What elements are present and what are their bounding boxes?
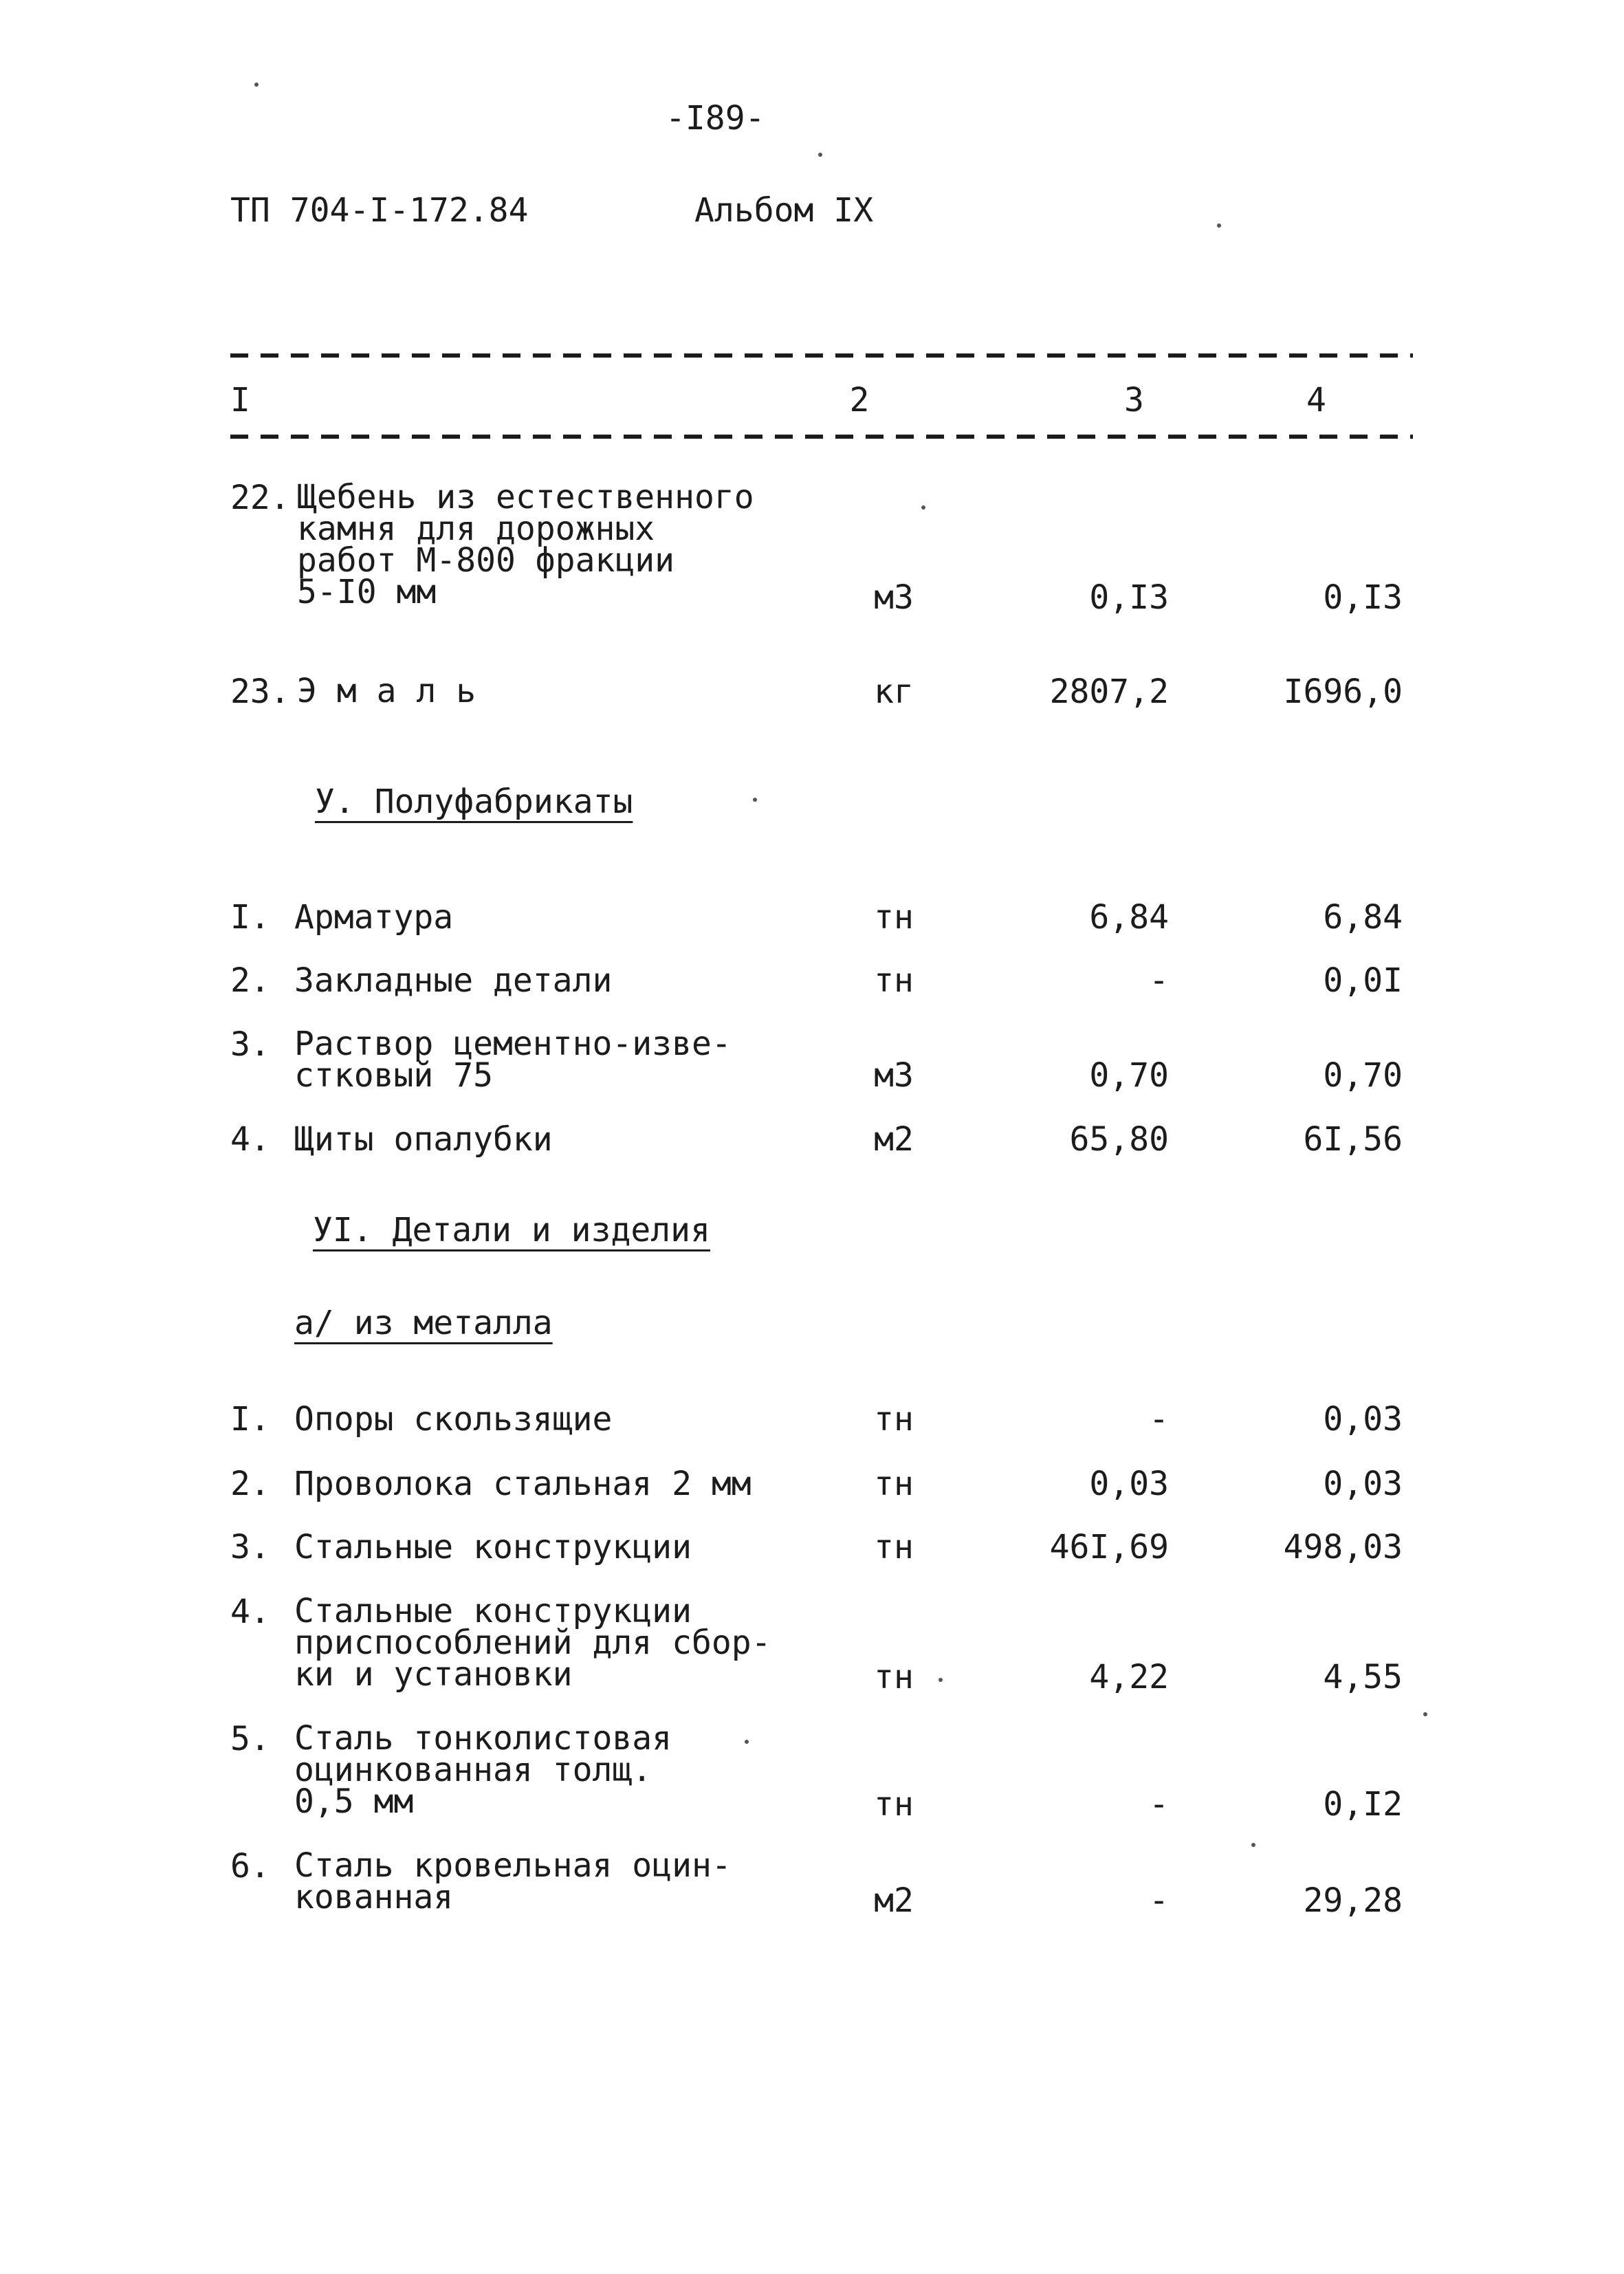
header-bottom-rule	[230, 435, 1413, 439]
unit-cell: тн	[874, 1400, 914, 1439]
header-top-rule	[230, 353, 1413, 358]
quantity-col3: 2807,2	[1049, 673, 1169, 711]
subsection-heading-metal: а/ из металла	[294, 1304, 553, 1342]
row-description	[297, 478, 754, 611]
description-line: приспособлений для сбор-	[294, 1623, 771, 1662]
description-line: Сталь кровельная оцин-	[294, 1846, 732, 1885]
quantity-col3: 0,03	[1089, 1465, 1169, 1503]
scan-speck	[818, 153, 822, 157]
quantity-col4: 0,70	[1323, 1056, 1403, 1095]
quantity-col4: 0,0I	[1323, 961, 1403, 1000]
row-number: 5.	[230, 1720, 270, 1758]
column-header-4: 4	[1306, 381, 1326, 419]
row-number: 3.	[230, 1528, 270, 1566]
row-number: I.	[230, 898, 270, 937]
column-header-3: 3	[1124, 381, 1144, 419]
description-line: ки и установки	[294, 1655, 573, 1694]
scan-speck	[254, 83, 259, 87]
description-line: работ М-800 фракции	[297, 541, 675, 580]
quantity-col3: 65,80	[1069, 1120, 1169, 1159]
quantity-col3: -	[1149, 1881, 1169, 1920]
row-number: 4.	[230, 1593, 270, 1631]
description-line: Раствор цементно-изве-	[294, 1025, 732, 1063]
description-line: камня для дорожных	[297, 510, 655, 548]
page-number: -I89-	[666, 99, 765, 138]
album-label: Альбом IX	[694, 191, 874, 230]
quantity-col4: 0,I3	[1323, 578, 1403, 617]
quantity-col3: -	[1149, 1400, 1169, 1439]
scan-speck	[1423, 1712, 1427, 1716]
quantity-col3: -	[1149, 961, 1169, 1000]
description-line: стковый 75	[294, 1056, 493, 1095]
unit-cell: тн	[874, 1465, 914, 1503]
quantity-col3: 4,22	[1089, 1658, 1169, 1696]
row-number: 3.	[230, 1025, 270, 1064]
scan-speck	[745, 1740, 749, 1744]
scan-speck	[1217, 223, 1221, 228]
row-description: Стальные конструкции	[294, 1528, 692, 1566]
unit-cell: м3	[874, 578, 914, 617]
quantity-col3: -	[1149, 1785, 1169, 1824]
scan-speck	[939, 1678, 943, 1682]
row-number: 2.	[230, 961, 270, 1000]
scan-speck	[921, 505, 925, 510]
description-line: оцинкованная толщ.	[294, 1751, 652, 1789]
unit-cell: м2	[874, 1881, 914, 1920]
section-heading-semifinished: У. Полуфабрикаты	[315, 783, 633, 821]
quantity-col4: 498,03	[1283, 1528, 1403, 1566]
unit-cell: кг	[874, 673, 914, 711]
row-description	[297, 672, 476, 710]
quantity-col4: 0,03	[1323, 1465, 1403, 1503]
description-line: 5-I0 мм	[297, 573, 437, 611]
unit-cell: тн	[874, 1785, 914, 1824]
quantity-col3: 6,84	[1089, 898, 1169, 937]
row-description	[294, 1592, 771, 1694]
row-number: 2.	[230, 1465, 270, 1503]
scan-speck	[1251, 1843, 1255, 1847]
quantity-col4: I696,0	[1283, 673, 1403, 711]
description-line: Щебень из естественного	[297, 478, 754, 516]
description-line: Стальные конструкции	[294, 1592, 692, 1630]
row-number: 4.	[230, 1120, 270, 1159]
column-header-1: I	[230, 381, 250, 419]
row-description: Арматура	[294, 898, 454, 937]
quantity-col4: 4,55	[1323, 1658, 1403, 1696]
quantity-col3: 0,70	[1089, 1056, 1169, 1095]
document-code: ТП 704-I-172.84	[230, 191, 529, 230]
row-description	[294, 1025, 732, 1095]
unit-cell: тн	[874, 961, 914, 1000]
scan-speck	[753, 798, 757, 802]
row-description: Опоры скользящие	[294, 1400, 613, 1439]
section-heading-parts: УI. Детали и изделия	[313, 1211, 710, 1249]
column-header-2: 2	[849, 381, 870, 419]
unit-cell: тн	[874, 1658, 914, 1696]
row-description	[294, 1719, 672, 1821]
row-description: Проволока стальная 2 мм	[294, 1465, 751, 1503]
description-line: Сталь тонколистовая	[294, 1719, 672, 1758]
row-number: 6.	[230, 1847, 270, 1885]
row-number: I.	[230, 1400, 270, 1439]
quantity-col4: 0,03	[1323, 1400, 1403, 1439]
quantity-col3: 0,I3	[1089, 578, 1169, 617]
quantity-col4: 0,I2	[1323, 1785, 1403, 1824]
unit-cell: м3	[874, 1056, 914, 1095]
row-number: 22.	[230, 479, 290, 517]
unit-cell: тн	[874, 1528, 914, 1566]
description-line: Э м а л ь	[297, 672, 476, 710]
quantity-col3: 46I,69	[1049, 1528, 1169, 1566]
row-description: Закладные детали	[294, 961, 613, 1000]
unit-cell: м2	[874, 1120, 914, 1159]
description-line: кованная	[294, 1878, 454, 1916]
quantity-col4: 29,28	[1303, 1881, 1403, 1920]
row-number: 23.	[230, 673, 290, 711]
unit-cell: тн	[874, 898, 914, 937]
row-description	[294, 1846, 732, 1916]
quantity-col4: 6,84	[1323, 898, 1403, 937]
row-description: Щиты опалубки	[294, 1120, 553, 1159]
quantity-col4: 6I,56	[1303, 1120, 1403, 1159]
description-line: 0,5 мм	[294, 1782, 414, 1821]
